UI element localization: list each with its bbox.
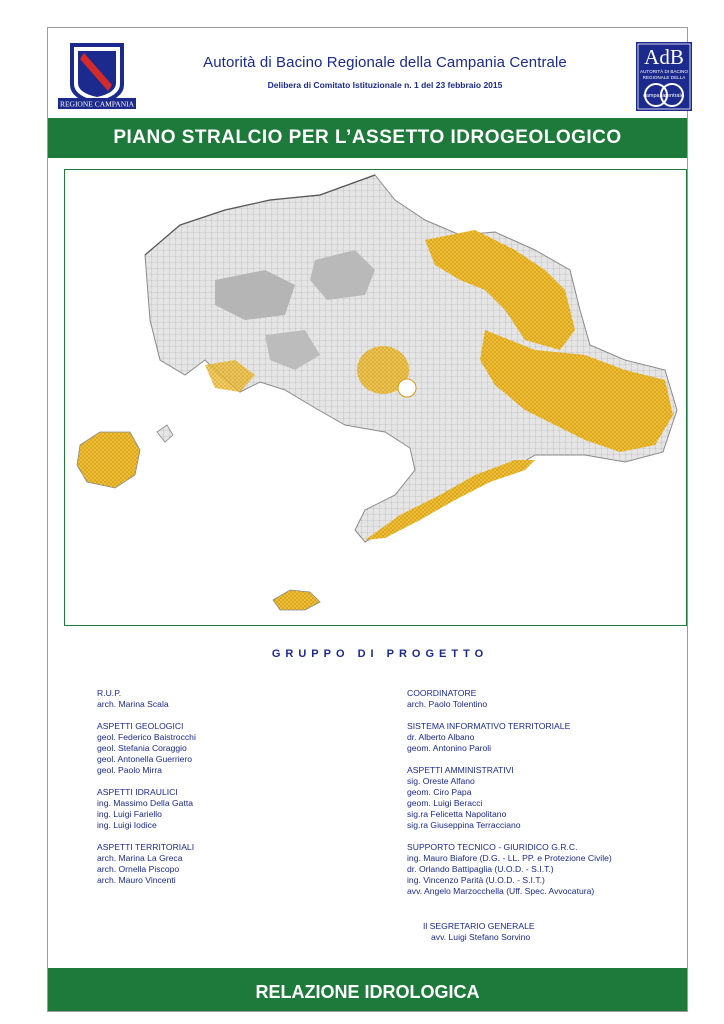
plan-title-band: PIANO STRALCIO PER L’ASSETTO IDROGEOLOGICO bbox=[48, 118, 687, 158]
credit-section bbox=[97, 787, 357, 831]
member: arch. Ornella Piscopo bbox=[97, 864, 180, 874]
section-title: ASPETTI IDRAULICI bbox=[97, 787, 178, 797]
member: arch. Marina Scala bbox=[97, 699, 169, 709]
adb-logo bbox=[636, 42, 692, 111]
ischia-island bbox=[77, 432, 140, 488]
delibera-line: Delibera di Comitato Istituzionale n. 1 del 23 febbraio 2015 bbox=[267, 80, 503, 90]
member: geol. Stefania Coraggio bbox=[97, 743, 187, 753]
credit-section bbox=[407, 842, 687, 897]
member: ing. Vincenzo Parità (U.O.D. - S.I.T.) bbox=[407, 875, 545, 885]
svg-text:campania: campania bbox=[643, 93, 667, 99]
member: arch. Paolo Tolentino bbox=[407, 699, 488, 709]
vesuvius-crater bbox=[398, 379, 416, 397]
report-title-band: RELAZIONE IDROLOGICA bbox=[48, 968, 687, 1011]
member: ing. Luigi Fariello bbox=[97, 809, 162, 819]
hydrogeological-map bbox=[64, 169, 687, 626]
svg-text:centrale: centrale bbox=[664, 93, 684, 99]
svg-text:REGIONE CAMPANIA: REGIONE CAMPANIA bbox=[59, 99, 135, 109]
member: avv. Angelo Marzocchella (Uff. Spec. Avvocatura) bbox=[407, 886, 595, 896]
section-title: ASPETTI GEOLOGICI bbox=[97, 721, 184, 731]
member: geol. Paolo Mirra bbox=[97, 765, 162, 775]
member: arch. Mauro Vincenti bbox=[97, 875, 176, 885]
procida-island bbox=[157, 425, 173, 442]
section-title: R.U.P. bbox=[97, 688, 122, 698]
svg-text:AdB: AdB bbox=[644, 45, 684, 69]
section-title: ASPETTI TERRITORIALI bbox=[97, 842, 195, 852]
authority-name: Autorità di Bacino Regionale della Campania Centrale bbox=[203, 54, 567, 71]
member: geol. Federico Baistrocchi bbox=[97, 732, 196, 742]
section-title: SISTEMA INFORMATIVO TERRITORIALE bbox=[407, 721, 571, 731]
group-title: GRUPPO DI PROGETTO bbox=[271, 648, 489, 660]
member: geom. Luigi Beracci bbox=[407, 798, 483, 808]
credit-section bbox=[97, 842, 357, 886]
member: ing. Mauro Biafore (D.G. - LL. PP. e Protezione Civile) bbox=[407, 853, 612, 863]
credits-right-column bbox=[407, 688, 687, 908]
credits-left-column bbox=[97, 688, 357, 897]
member: geol. Antonella Guerriero bbox=[97, 754, 193, 764]
secretary-signature bbox=[423, 921, 535, 943]
credit-section bbox=[407, 765, 687, 831]
section-title: COORDINATORE bbox=[407, 688, 477, 698]
member: arch. Marina La Greca bbox=[97, 853, 183, 863]
secretary-name: avv. Luigi Stefano Sorvino bbox=[431, 932, 531, 942]
credit-section bbox=[97, 688, 357, 710]
member: geom. Antonino Paroli bbox=[407, 743, 492, 753]
member: dr. Orlando Battipaglia (U.O.D. - S.I.T.) bbox=[407, 864, 554, 874]
credit-section bbox=[407, 721, 687, 754]
member: sig. Oreste Alfano bbox=[407, 776, 475, 786]
member: sig.ra Giuseppina Terracciano bbox=[407, 820, 521, 830]
svg-text:REGIONALE DELLA: REGIONALE DELLA bbox=[642, 75, 686, 80]
section-title: SUPPORTO TECNICO - GIURIDICO G.R.C. bbox=[407, 842, 578, 852]
svg-text:AUTORITÀ DI BACINO: AUTORITÀ DI BACINO bbox=[640, 69, 688, 74]
member: dr. Alberto Albano bbox=[407, 732, 475, 742]
secretary-role: Il SEGRETARIO GENERALE bbox=[423, 921, 535, 931]
credit-section bbox=[97, 721, 357, 776]
member: geom. Ciro Papa bbox=[407, 787, 472, 797]
member: ing. Massimo Della Gatta bbox=[97, 798, 193, 808]
capri-island bbox=[273, 590, 320, 610]
member: ing. Luigi Iodice bbox=[97, 820, 157, 830]
regione-campania-logo bbox=[58, 41, 136, 111]
mainland-territory bbox=[145, 175, 677, 542]
credit-section bbox=[407, 688, 687, 710]
member: sig.ra Felicetta Napolitano bbox=[407, 809, 507, 819]
section-title: ASPETTI AMMINISTRATIVI bbox=[407, 765, 514, 775]
